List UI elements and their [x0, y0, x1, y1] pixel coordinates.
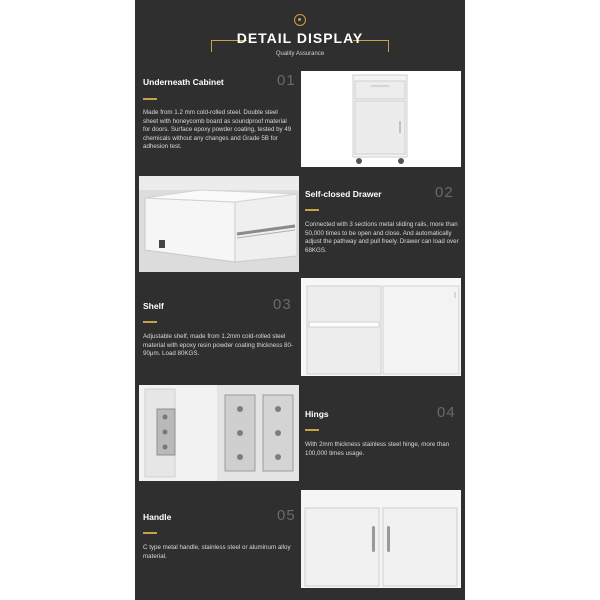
section-description: Made from 1.2 mm cold-rolled steel. Double steel sheet with honeycomb board as soundproof material for doors. Surface epoxy powder coating, tested by 49 chemicals without any changes and Grade 5B for adhesion test.	[143, 109, 292, 151]
section-title: Self-closed Drawer	[305, 189, 382, 199]
detail-display-panel	[135, 0, 465, 600]
section-description: C type metal handle, stainless steel or aluminum alloy material.	[143, 544, 291, 560]
hinge-illustration	[139, 385, 299, 481]
cabinet-illustration	[301, 71, 461, 167]
section-number: 05	[277, 507, 296, 524]
section-number: 04	[437, 404, 456, 421]
section-number: 03	[273, 296, 292, 313]
page-title: DETAIL DISPLAY	[236, 30, 364, 46]
section-number: 02	[435, 184, 454, 201]
drawer-photo	[139, 176, 299, 272]
handle-photo	[301, 490, 461, 588]
section-rule	[143, 532, 157, 534]
section-rule	[143, 321, 157, 323]
page-subtitle: Quality Assurance	[275, 51, 325, 57]
section-title: Hings	[305, 409, 329, 419]
section-title: Shelf	[143, 301, 164, 311]
section-rule	[305, 209, 319, 211]
hinge-photo	[139, 385, 299, 481]
header	[135, 0, 465, 68]
handle-illustration	[301, 490, 461, 588]
section-shelf	[135, 276, 465, 380]
section-handle	[135, 485, 465, 600]
section-title: Handle	[143, 512, 172, 522]
section-title: Underneath Cabinet	[143, 77, 224, 87]
section-self-closed-drawer	[135, 172, 465, 276]
section-number: 01	[277, 72, 296, 89]
section-underneath-cabinet	[135, 68, 465, 172]
underneath-cabinet-photo	[301, 71, 461, 167]
gold-emblem-icon	[294, 14, 306, 26]
section-rule	[305, 429, 319, 431]
section-description: Connected with 3 sections metal sliding rails, more than 50,000 times to be open and close. And automatically adjust the pathway and pull freely. Drawer can load over 68KGS.	[305, 221, 459, 254]
section-description: With 2mm thickness stainless steel hinge, more than 100,000 times usage.	[305, 441, 450, 457]
section-description: Adjustable shelf, made from 1.2mm cold-rolled steel material with epoxy resin powder coating thickness 80-90μm. Load 80KGS.	[143, 333, 293, 358]
drawer-illustration	[139, 176, 299, 272]
shelf-illustration	[301, 278, 461, 376]
shelf-photo	[301, 278, 461, 376]
section-rule	[143, 98, 157, 100]
section-hings	[135, 380, 465, 485]
